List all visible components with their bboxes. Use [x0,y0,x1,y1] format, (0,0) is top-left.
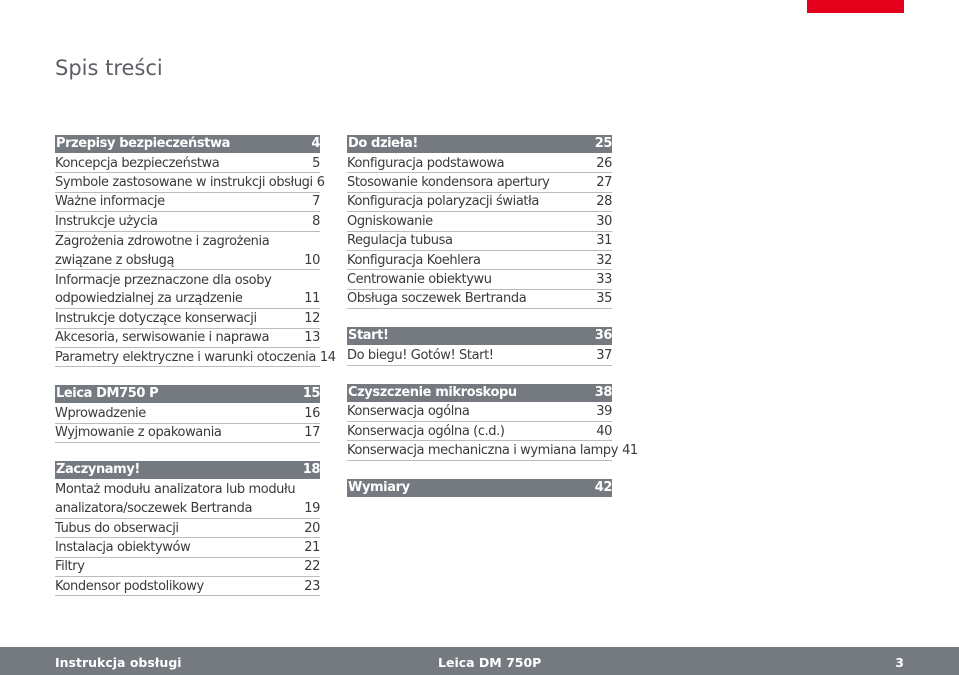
toc-entry[interactable]: Konfiguracja polaryzacji światła 28 [347,193,612,212]
footer-page-number: 3 [895,655,904,670]
toc-left-column [55,135,336,614]
toc-entry[interactable]: Ważne informacje 7 [55,193,320,212]
toc-entry[interactable]: Montaż modułu analizatora lub modułu [55,482,296,498]
toc-entry[interactable]: Kondensor podstolikowy 23 [55,577,320,596]
toc-section-heading[interactable]: Wymiary 42 [348,479,612,495]
toc-entry[interactable]: Ogniskowanie 30 [347,212,612,231]
toc-section-heading[interactable]: Leica DM750 P 15 [56,386,320,402]
toc-entry[interactable]: Filtry 22 [55,558,320,577]
brand-accent-bar [807,0,904,13]
toc-entry[interactable]: związane z obsługą 10 [55,251,320,270]
toc-section [347,327,612,365]
toc-section-heading[interactable]: Czyszczenie mikroskopu 38 [348,384,612,400]
toc-section [55,385,320,443]
toc-entry[interactable]: odpowiedzialnej za urządzenie 11 [55,290,320,309]
toc-entry[interactable]: Instrukcje dotyczące konserwacji 12 [55,309,320,328]
toc-section-heading[interactable]: Do dzieła! 25 [348,136,612,151]
toc-entry[interactable]: Informacje przeznaczone dla osoby [55,272,272,288]
page-footer [0,647,959,675]
toc-entry[interactable]: analizatora/soczewek Bertranda 19 [55,499,320,518]
page-title: Spis treści [55,56,163,80]
footer-document-title: Instrukcja obsługi [55,655,182,670]
toc-entry[interactable]: Tubus do obserwacji 20 [55,519,320,538]
toc-right-column [347,135,638,515]
toc-entry[interactable]: Instrukcje użycia 8 [55,212,320,231]
toc-entry[interactable]: Konfiguracja Koehlera 32 [347,251,612,270]
toc-entry[interactable]: Obsługa soczewek Bertranda 35 [347,290,612,309]
toc-entry[interactable]: Konserwacja ogólna 39 [347,403,612,422]
toc-entry[interactable]: Koncepcja bezpieczeństwa 5 [55,154,320,173]
toc-entry[interactable]: Zagrożenia zdrowotne i zagrożenia [55,233,270,249]
toc-entry[interactable]: Symbole zastosowane w instrukcji obsługi 6 [55,173,320,192]
toc-entry[interactable]: Akcesoria, serwisowanie i naprawa 13 [55,329,320,348]
toc-section-heading[interactable]: Start! 36 [348,328,612,344]
footer-product-name: Leica DM 750P [438,655,542,670]
toc-entry[interactable]: Do biegu! Gotów! Start! 37 [347,346,612,365]
toc-section-heading[interactable]: Przepisy bezpieczeństwa 4 [56,136,320,151]
toc-entry[interactable]: Konserwacja ogólna (c.d.) 40 [347,422,612,441]
toc-section [347,384,638,461]
toc-entry[interactable]: Centrowanie obiektywu 33 [347,270,612,289]
toc-section [55,135,336,367]
toc-entry[interactable]: Regulacja tubusa 31 [347,232,612,251]
toc-entry[interactable]: Wyjmowanie z opakowania 17 [55,424,320,443]
toc-section [55,461,320,596]
toc-entry[interactable]: Parametry elektryczne i warunki otoczenia 14 [55,348,320,367]
toc-entry[interactable]: Wprowadzenie 16 [55,404,320,423]
toc-section-heading[interactable]: Zaczynamy! 18 [56,462,320,478]
toc-entry[interactable]: Stosowanie kondensora apertury 27 [347,173,612,192]
toc-section [347,479,612,497]
toc-section [347,135,612,309]
toc-entry[interactable]: Konfiguracja podstawowa 26 [347,154,612,173]
toc-entry[interactable]: Konserwacja mechaniczna i wymiana lampy 41 [347,441,612,460]
toc-entry[interactable]: Instalacja obiektywów 21 [55,538,320,557]
